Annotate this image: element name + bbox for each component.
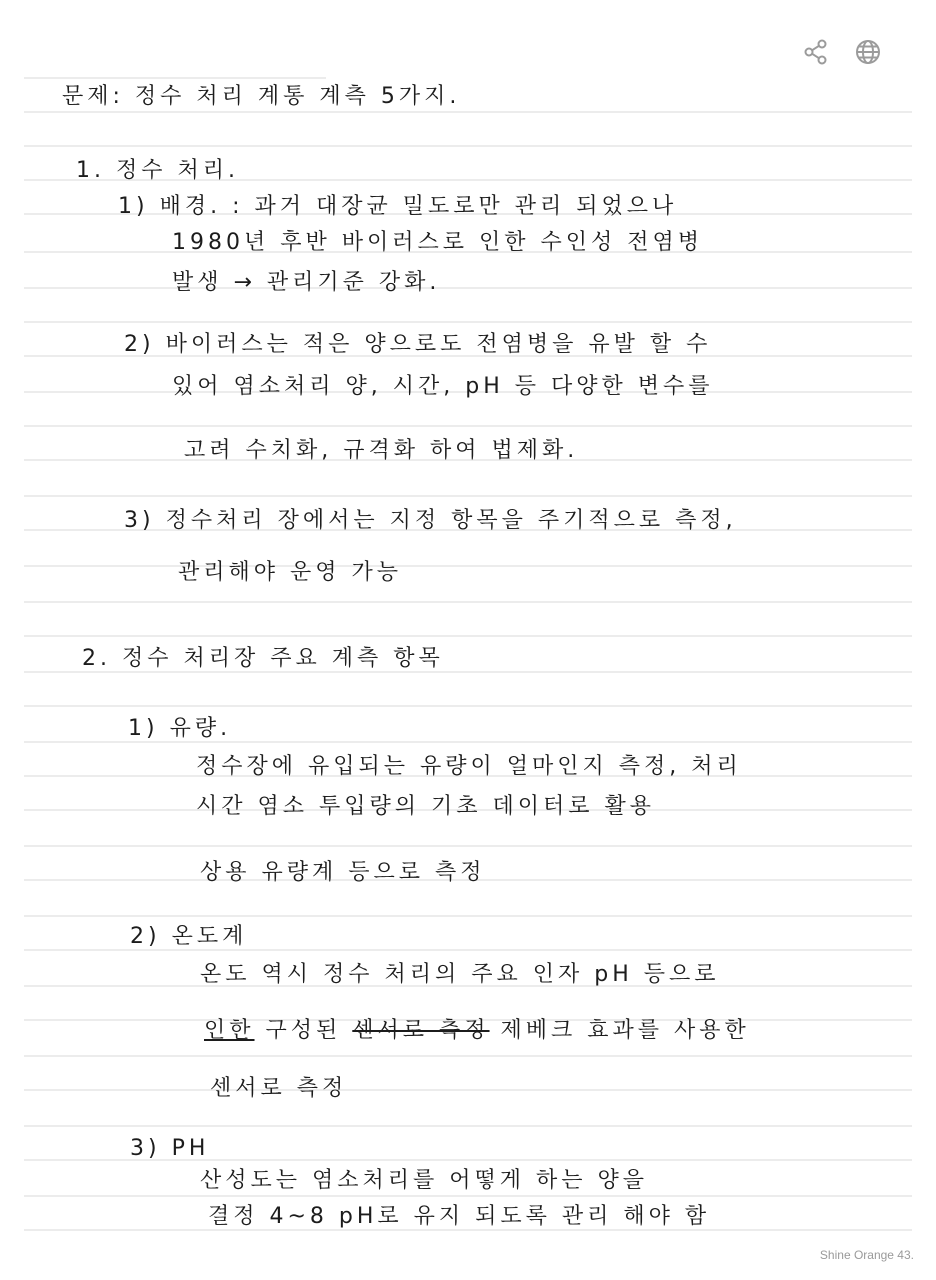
note-title: 문제: 정수 처리 계통 계측 5가지. (62, 84, 461, 109)
item2-line2-rest: 제베크 효과를 사용한 (500, 1018, 750, 1043)
section1-p1-line3: 발생 → 관리기준 강화. (172, 270, 441, 295)
item1-line2: 시간 염소 투입량의 기초 데이터로 활용 (196, 794, 655, 819)
item3-line2: 결정 4~8 pH로 유지 되도록 관리 해야 함 (208, 1204, 711, 1229)
item3-title: 3) PH (130, 1136, 210, 1161)
section1-p2-line2: 있어 염소처리 양, 시간, pH 등 다양한 변수를 (172, 374, 714, 399)
top-toolbar (800, 36, 884, 68)
section1-p3-line1: 3) 정수처리 장에서는 지정 항목을 주기적으로 측정, (124, 508, 737, 533)
section1-p1-line1: 1) 배경. : 과거 대장균 밀도로만 관리 되었으나 (118, 194, 678, 219)
share-icon[interactable] (800, 36, 832, 68)
globe-icon[interactable] (852, 36, 884, 68)
item2-line2-word: 구성된 (265, 1018, 342, 1043)
item2-line3: 센서로 측정 (210, 1076, 348, 1101)
section1-p1-line2: 1980년 후반 바이러스로 인한 수인성 전염병 (172, 230, 703, 255)
section1-heading: 1. 정수 처리. (76, 158, 239, 183)
item2-title: 2) 온도계 (130, 924, 248, 949)
section1-p2-line1: 2) 바이러스는 적은 양으로도 전염병을 유발 할 수 (124, 332, 712, 357)
item2-line2-underlined: 인한 (204, 1018, 255, 1043)
item2-line2 (204, 1020, 750, 1042)
item2-line1: 온도 역시 정수 처리의 주요 인자 pH 등으로 (200, 962, 720, 987)
item1-line3: 상용 유량계 등으로 측정 (200, 860, 486, 885)
footer-brand: Shine Orange 43. (819, 1248, 914, 1262)
item3-line1: 산성도는 염소처리를 어떻게 하는 양을 (200, 1168, 649, 1193)
section1-p3-line2: 관리해야 운영 가능 (178, 560, 403, 585)
section1-p2-line3: 고려 수치화, 규격화 하여 법제화. (184, 438, 579, 463)
item1-line1: 정수장에 유입되는 유량이 얼마인지 측정, 처리 (196, 754, 742, 779)
item1-title: 1) 유량. (128, 716, 232, 741)
section2-heading: 2. 정수 처리장 주요 계측 항목 (82, 646, 444, 671)
item2-line2-struck: 센서로 측정 (352, 1018, 490, 1043)
